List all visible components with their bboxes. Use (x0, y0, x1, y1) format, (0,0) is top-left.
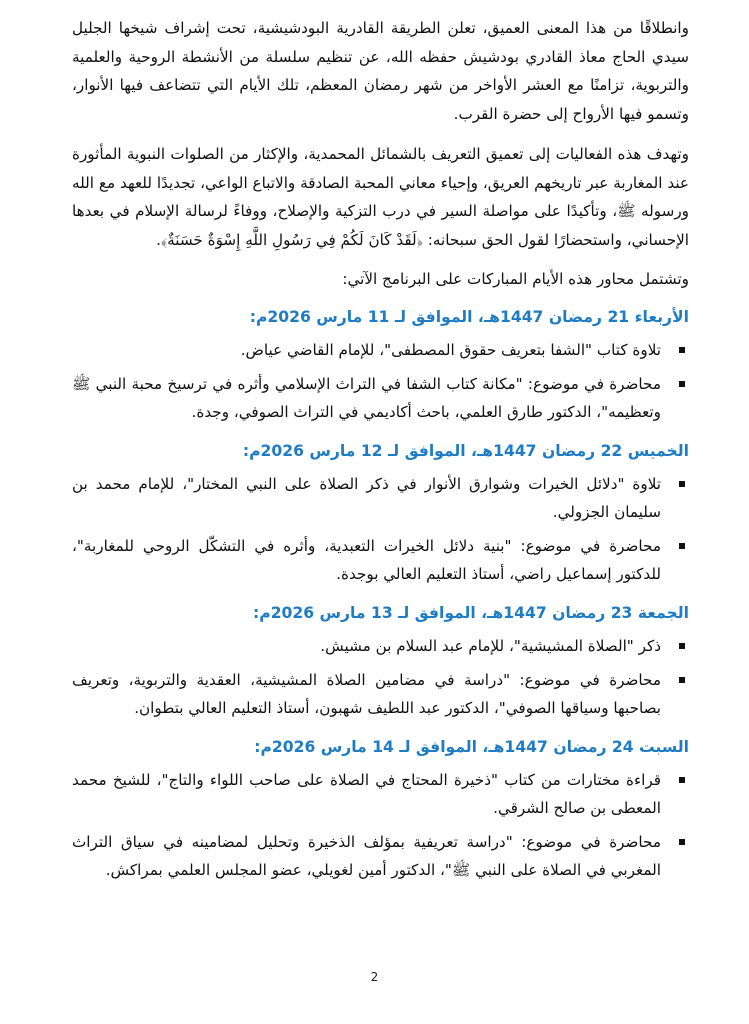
list-item (72, 470, 661, 526)
square-bullet-icon (679, 643, 685, 649)
list-item (72, 336, 661, 364)
day-heading: الجمعة 23 رمضان 1447هـ، الموافق لـ 13 مارس 2026م: (253, 604, 689, 622)
list-item (72, 370, 661, 426)
square-bullet-icon (679, 677, 685, 683)
intro-paragraph-2: وتهدف هذه الفعاليات إلى تعميق التعريف بالشمائل المحمدية، والإكثار من الصلوات النبوية المأثورة عند المغاربة عبر تاريخهم العريق، وإحياء معاني المحبة الصادقة والاتباع الواعي، تجديدًا للعهد مع الله ورسوله ﷺ، وتأكيدًا على مواصلة السير في درب التزكية والإصلاح، ووفاءً لرسالة الإسلام في بعدها الإحساني، واستحضارًا لقول الحق سبحانه: ﴿لَقَدْ كَانَ لَكُمْ فِي رَسُولِ اللَّهِ إِسْوَةٌ حَسَنَةٌ﴾. (72, 145, 689, 249)
day-section-friday (72, 600, 689, 722)
list-item (72, 666, 661, 722)
square-bullet-icon (679, 777, 685, 783)
list-item (72, 632, 661, 660)
day-items-list (72, 632, 689, 722)
program-intro: وتشتمل محاور هذه الأيام المباركات على البرنامج الآتي: (342, 270, 689, 288)
list-item-text: تلاوة كتاب "الشفا بتعريف حقوق المصطفى"، للإمام القاضي عياض. (240, 341, 661, 359)
list-item-text: محاضرة في موضوع: "مكانة كتاب الشفا في التراث الإسلامي وأثره في ترسيخ محبة النبي ﷺ وتعظيمه"، الدكتور طارق العلمي، باحث أكاديمي في التراث الصوفي، وجدة. (72, 375, 661, 421)
list-item (72, 532, 661, 588)
day-section-saturday (72, 734, 689, 884)
day-heading: الأربعاء 21 رمضان 1447هـ، الموافق لـ 11 مارس 2026م: (249, 308, 689, 326)
list-item (72, 828, 661, 884)
day-section-wednesday (72, 304, 689, 426)
list-item-text: محاضرة في موضوع: "دراسة تعريفية بمؤلف الذخيرة وتحليل لمضامينه في سياق التراث المغربي في الصلاة على النبي ﷺ"، الدكتور أمين لغويلي، عضو المجلس العلمي بمراكش. (72, 833, 661, 879)
day-section-thursday (72, 438, 689, 588)
square-bullet-icon (679, 381, 685, 387)
list-item (72, 766, 661, 822)
list-item-text: ذكر "الصلاة المشيشية"، للإمام عبد السلام بن مشيش. (320, 637, 661, 655)
day-items-list (72, 766, 689, 884)
day-items-list (72, 336, 689, 426)
list-item-text: محاضرة في موضوع: "بنية دلائل الخيرات التعبدية، وأثره في التشكّل الروحي للمغاربة"، للدكتور إسماعيل راضي، أستاذ التعليم العالي بوجدة. (72, 537, 661, 583)
square-bullet-icon (679, 839, 685, 845)
day-heading: الخميس 22 رمضان 1447هـ، الموافق لـ 12 مارس 2026م: (242, 442, 689, 460)
square-bullet-icon (679, 347, 685, 353)
list-item-text: محاضرة في موضوع: "دراسة في مضامين الصلاة المشيشية، العقدية والتربوية، وتعريف بصاحبها وسياقها الصوفي"، الدكتور عبد اللطيف شهبون، أستاذ التعليم العالي بتطوان. (72, 671, 661, 717)
square-bullet-icon (679, 543, 685, 549)
page-number: 2 (370, 970, 379, 984)
day-heading: السبت 24 رمضان 1447هـ، الموافق لـ 14 مارس 2026م: (254, 738, 689, 756)
intro-paragraph-1: وانطلاقًا من هذا المعنى العميق، تعلن الطريقة القادرية البودشيشية، تحت إشراف شيخها الجليل سيدي الحاج معاذ القادري بودشيش حفظه الله، عن تنظيم سلسلة من الأنشطة الروحية والعلمية والتربوية، تزامنًا مع العشر الأواخر من شهر رمضان المعظم، تلك الأيام التي تتضاعف فيها الأنوار، وتسمو فيها الأرواح إلى حضرة القرب. (72, 19, 689, 123)
square-bullet-icon (679, 481, 685, 487)
document-page (72, 8, 689, 890)
day-items-list (72, 470, 689, 588)
list-item-text: تلاوة "دلائل الخيرات وشوارق الأنوار في ذكر الصلاة على النبي المختار"، للإمام محمد بن سليمان الجزولي. (72, 475, 661, 521)
list-item-text: قراءة مختارات من كتاب "ذخيرة المحتاج في الصلاة على صاحب اللواء والتاج"، للشيخ محمد المعطى بن صالح الشرقي. (72, 771, 661, 817)
